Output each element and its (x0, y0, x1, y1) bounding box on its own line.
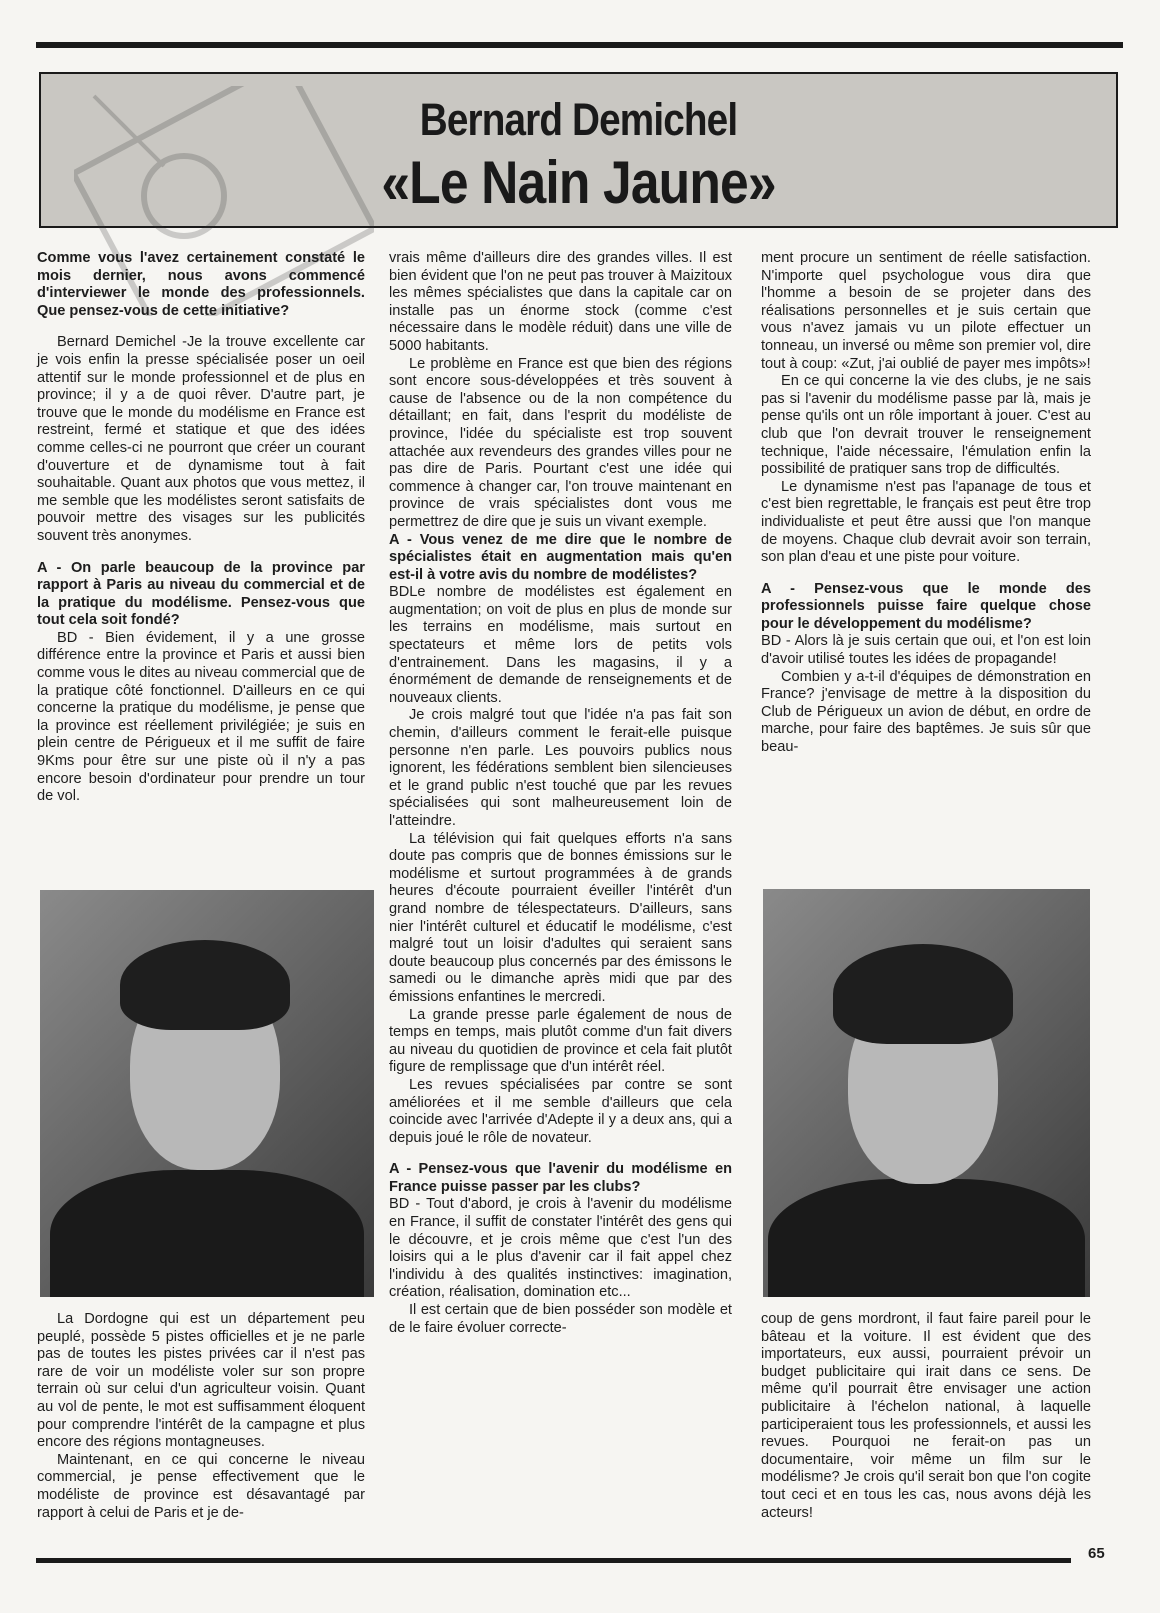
column-2 (389, 250, 732, 1337)
paragraph: BDLe nombre de modélistes est également en augmentation; on voit de plus en plus de monde sur les terrains en modélisme, mais surtout en spectateurs et même lors de petits vols d'entrainement. Dans les magasins, il y a énormément de demande de renseignements et de nouveaux clients. (389, 584, 732, 706)
column-1-bottom (37, 1311, 365, 1522)
paragraph: La Dordogne qui est un département peu peuplé, possède 5 pistes officielles et je ne parle pas de toutes les pistes privées car il n'est pas rare de voir un modéliste voler sur son propre terrain où sur celui d'un agriculteur voisin. Quant au vol de pente, le mot est suffisamment éloquent pour comprendre l'intérêt de la campagne et plus encore des régions montagneuses. (37, 1311, 365, 1451)
paragraph: Le problème en France est que bien des régions sont encore sous-développées et très souvent à cause de l'absence ou de la non compétence du détaillant; en fait, dans l'esprit du modéliste de province, l'idée du spécialiste est trop souvent attachée aux revendeurs des grandes villes pour ne pas dire de Paris. Pourtant c'est une idée qui commence à changer car, l'on trouve maintenant en province de vrais spécialistes dont vous me permettrez de dire que je suis un vivant exemple. (389, 355, 732, 530)
paragraph: La grande presse parle également de nous de temps en temps, mais plutôt comme d'un fait divers au niveau du quotidien de province et cela fait plutôt figure de remplissage que d'un intérêt réel. (389, 1006, 732, 1076)
paragraph: Les revues spécialisées par contre se sont améliorées et il me semble d'ailleurs que cela coincide avec l'arrivée d'Adepte il y a deux ans, qui a depuis joué le rôle de novateur. (389, 1076, 732, 1146)
column-3 (761, 250, 1091, 757)
interview-question: A - On parle beaucoup de la province par rapport à Paris au niveau du commercial et de la pratique du modélisme. Pensez-vous que tout cela soit fondé? (37, 559, 365, 629)
column-3-bottom (761, 1311, 1091, 1522)
paragraph: BD - Bien évidement, il y a une grosse différence entre la province et Paris et aussi bien comme vous le dites au niveau commercial que de la pratique côté fonctionnel. D'ailleurs en ce qui concerne la pratique du modélisme, je pense que la province est réellement privilégiée; je suis en plein centre de Périgueux et il me suffit de faire 9Kms pour être sur une piste où il n'y a pas encore besoin d'ordinateur pour prendre un tour de vol. (37, 629, 365, 805)
paragraph: coup de gens mordront, il faut faire pareil pour le bâteau et la voiture. Il est évident que des importateurs, eux aussi, pourraient prévoir un budget publicitaire qui irait dans ce sens. De même qu'il pourrait être envisager une action publicitaire à l'échelon national, à laquelle participeraient tous les professionnels, et aussi les revues. Pourquoi ne ferait-on pas un documentaire, voir même un film sur le modélisme? Je crois qu'il serait bon que l'on cogite tout ceci et en tous les cas, nous avons déjà les acteurs! (761, 1311, 1091, 1521)
paragraph: ment procure un sentiment de réelle satisfaction. N'importe quel psychologue vous dira que l'homme a besoin de se projeter dans des réalisations personnelles et je suis certain que vous n'avez jamais vu un pilote effectuer un tonneau, un inversé ou même son premier vol, dire tout à coup: «Zut, j'ai oublié de payer mes impôts»! (761, 250, 1091, 372)
portrait-photo-right (763, 889, 1090, 1297)
paragraph: Je crois malgré tout que l'idée n'a pas fait son chemin, d'ailleurs comment le ferait-elle puisque personne n'en parle. Les pouvoirs publics nous ignorent, les fédérations semblent bien silencieuses et le grand public n'est touché que par les revues spécialisées qui sont malheureusement loin de l'atteindre. (389, 707, 732, 829)
interview-question: A - Pensez-vous que l'avenir du modélisme en France puisse passer par les clubs? (389, 1161, 732, 1195)
page-number: 65 (1088, 1545, 1105, 1562)
paragraph: En ce qui concerne la vie des clubs, je ne sais pas si l'avenir du modélisme passe par là, mais je pense qu'ils ont un rôle important à jouer. C'est au club que l'on devrait trouver le renseignement technique, l'aide nécessaire, l'émulation enfin la possibilité de pratiquer sans trop de difficultés. (761, 373, 1091, 478)
top-rule (36, 42, 1123, 48)
portrait-photo-left (40, 890, 374, 1297)
paragraph: La télévision qui fait quelques efforts n'a sans doute pas compris que de bonnes émissions sur le modélisme et surtout programmées à de grands heures d'écoute pourraient éveiller l'intérêt d'un grand nombre de télespectateurs. D'ailleurs, sans nier l'intérêt culturel et éducatif le modélisme, c'est malgré tout un loisir d'adultes qui seraient sans doute beaucoup plus concernés par des émissons le samedi ou le dimanche après midi que par des émissions enfantines le mercredi. (389, 830, 732, 1005)
article-title-subtitle: «Le Nain Jaune» (381, 149, 776, 216)
paragraph: Maintenant, en ce qui concerne le niveau commercial, je pense effectivement que le modéliste de province est désavantagé par rapport à celui de Paris et je de- (37, 1451, 365, 1521)
interview-question: Comme vous l'avez certainement constaté le mois dernier, nous avons commencé d'interviewer le monde des professionnels. Que pensez-vous de cette initiative? (37, 250, 365, 319)
interview-question: A - Vous venez de me dire que le nombre de spécialistes était en augmentation mais qu'en est-il à votre avis du nombre de modélistes? (389, 531, 732, 583)
column-1 (37, 250, 365, 806)
paragraph: BD - Tout d'abord, je crois à l'avenir du modélisme en France, il suffit de constater l'intérêt des gens qui le découvre, et je crois même que c'est l'un des loisirs qui a le plus d'avenir car il fait appel chez l'individu à des qualités instinctives: imagination, création, réalisation, domination etc... (389, 1196, 732, 1301)
paragraph: vrais même d'ailleurs dire des grandes villes. Il est bien évident que l'on ne peut pas trouver à Maizitoux les mêmes spécialistes que dans la capitale car on installe pas un énorme stock (comme c'est nécessaire dans le modèle réduit) dans une ville de 5000 habitants. (389, 250, 732, 354)
paragraph: BD - Alors là je suis certain que oui, et l'on est loin d'avoir utilisé toutes les idées de propagande! (761, 633, 1091, 668)
interview-question: A - Pensez-vous que le monde des professionnels puisse faire quelque chose pour le développement du modélisme? (761, 580, 1091, 632)
paragraph: Le dynamisme n'est pas l'apanage de tous et c'est bien regrettable, le français est peut être trop individualiste et peut être aussi que l'on manque de moyens. Chaque club devrait avoir son terrain, son plan d'eau et une piste pour voiture. (761, 478, 1091, 566)
bottom-rule (36, 1558, 1071, 1563)
paragraph: Bernard Demichel -Je la trouve excellente car je vois enfin la presse spécialisée poser un oeil attentif sur le monde professionnel et de plus en province; il y a de quoi rêver. D'autre part, je trouve que le monde du modélisme en France est restreint, fermé et statique et que des idées comme celles-ci ne pourront que créer un courant d'ouverture et de dynamisme tout à fait souhaitable. Quant aux photos que vous mettez, il me semble que les modélistes seront satisfaits de pouvoir mettre des visages sur les publicités souvent très anonymes. (37, 334, 365, 544)
article-title-name: Bernard Demichel (419, 94, 738, 145)
paragraph: Il est certain que de bien posséder son modèle et de le faire évoluer correcte- (389, 1302, 732, 1336)
paragraph: Combien y a-t-il d'équipes de démonstration en France? j'envisage de mettre à la disposition du Club de Périgueux un avion de début, en ordre de marche, pour faire des baptêmes. Je suis sûr que beau- (761, 668, 1091, 756)
